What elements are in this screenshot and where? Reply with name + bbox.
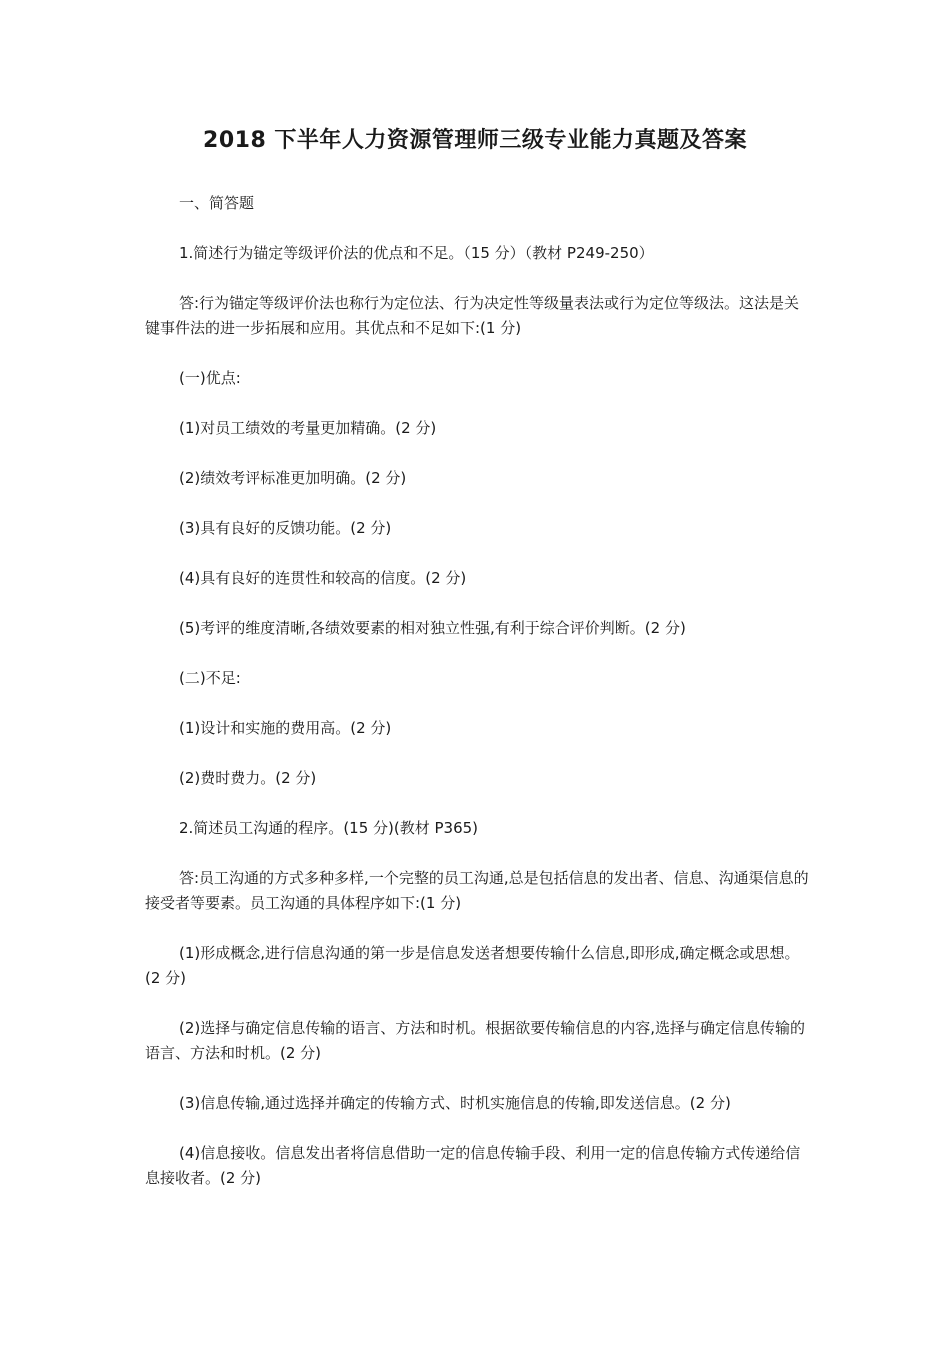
answer-1-intro: 答:行为锚定等级评价法也称行为定位法、行为决定性等级量表法或行为定位等级法。这法是关键事件法的进一步拓展和应用。其优点和不足如下:(1 分) bbox=[145, 294, 800, 337]
disadvantage-item: (2)费时费力。(2 分) bbox=[179, 769, 317, 787]
document-title: 2018 下半年人力资源管理师三级专业能力真题及答案 bbox=[203, 128, 747, 153]
disadvantage-item: (1)设计和实施的费用高。(2 分) bbox=[179, 719, 392, 737]
section-heading: 一、简答题 bbox=[179, 194, 255, 212]
procedure-step: (4)信息接收。信息发出者将信息借助一定的信息传输手段、利用一定的信息传输方式传递给信息接收者。(2 分) bbox=[145, 1144, 801, 1187]
advantage-item: (1)对员工绩效的考量更加精确。(2 分) bbox=[179, 419, 437, 437]
advantage-item: (4)具有良好的连贯性和较高的信度。(2 分) bbox=[179, 569, 467, 587]
advantages-heading: (一)优点: bbox=[179, 369, 241, 387]
answer-2-intro: 答:员工沟通的方式多种多样,一个完整的员工沟通,总是包括信息的发出者、信息、沟通渠信息的接受者等要素。员工沟通的具体程序如下:(1 分) bbox=[145, 869, 809, 912]
advantage-item: (3)具有良好的反馈功能。(2 分) bbox=[179, 519, 392, 537]
question-1: 1.简述行为锚定等级评价法的优点和不足。（15 分）（教材 P249-250） bbox=[179, 244, 654, 262]
procedure-step: (1)形成概念,进行信息沟通的第一步是信息发送者想要传输什么信息,即形成,确定概念或思想。(2 分) bbox=[145, 944, 800, 987]
advantage-item: (5)考评的维度清晰,各绩效要素的相对独立性强,有利于综合评价判断。(2 分) bbox=[179, 619, 686, 637]
procedure-step: (2)选择与确定信息传输的语言、方法和时机。根据欲要传输信息的内容,选择与确定信息传输的语言、方法和时机。(2 分) bbox=[145, 1019, 806, 1062]
procedure-step: (3)信息传输,通过选择并确定的传输方式、时机实施信息的传输,即发送信息。(2 分) bbox=[179, 1094, 731, 1112]
advantage-item: (2)绩效考评标准更加明确。(2 分) bbox=[179, 469, 407, 487]
disadvantages-heading: (二)不足: bbox=[179, 669, 241, 687]
question-2: 2.简述员工沟通的程序。(15 分)(教材 P365) bbox=[179, 819, 479, 837]
